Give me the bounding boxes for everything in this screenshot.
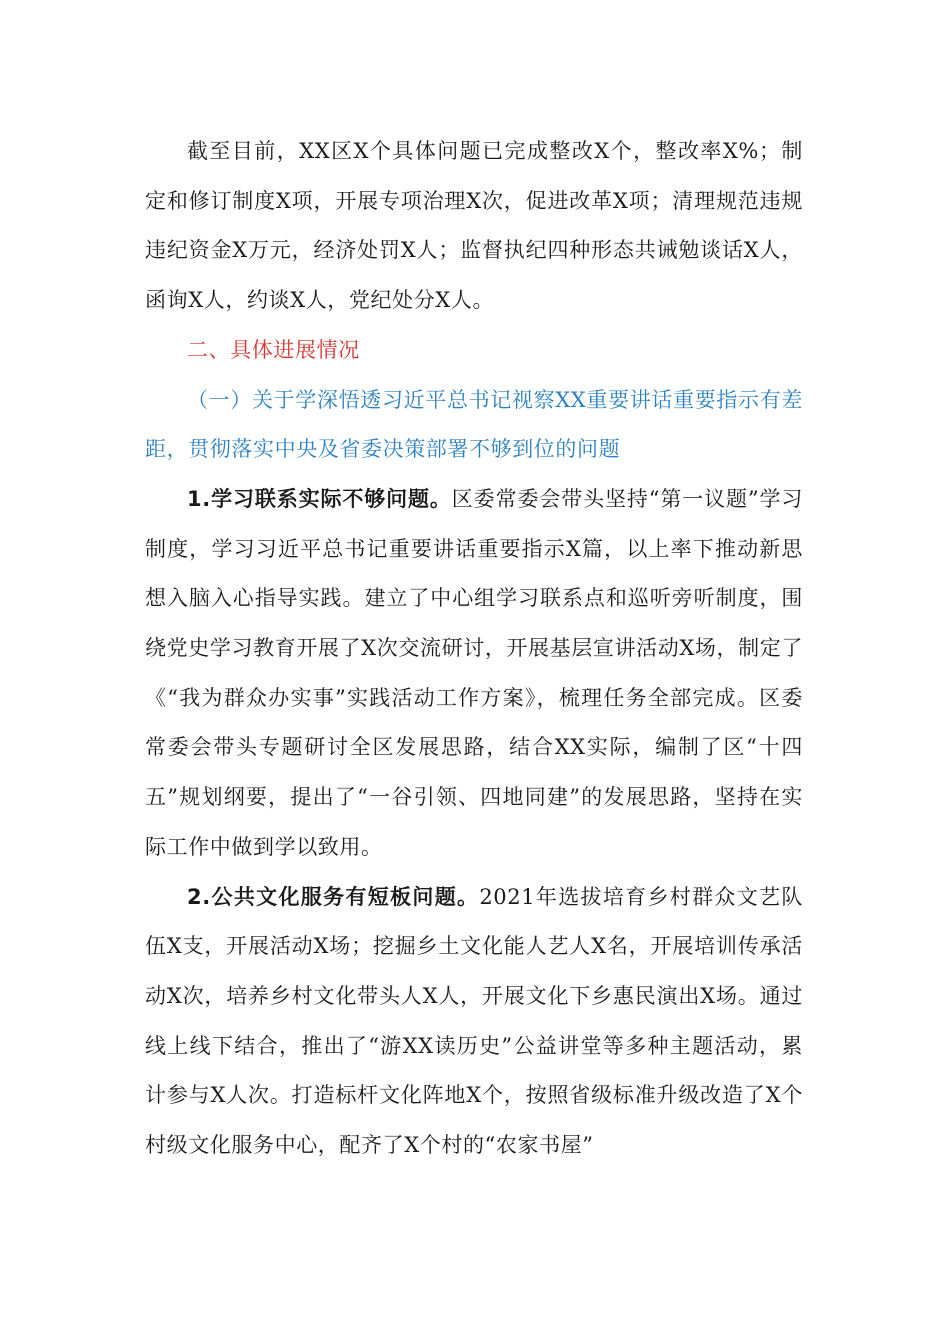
item-body-1: 区委常委会带头坚持“第一议题”学习制度，学习习近平总书记重要讲话重要指示X篇，以上率下推动新思想入脑入心指导实践。建立了中心组学习联系点和巡听旁听制度，围绕党史学习教育开展了X次交流研讨，开展基层宣讲活动X场，制定了《“我为群众办实事”实践活动工作方案》，梳理任务全部完成。区委常委会带头专题研讨全区发展思路，结合XX实际，编制了区“十四五”规划纲要，提出了“一谷引领、四地同建”的发展思路，坚持在实际工作中做到学以致用。 xyxy=(145,486,804,859)
item-paragraph-1 xyxy=(145,475,803,873)
item-lead-2: 2.公共文化服务有短板问题。 xyxy=(187,884,480,909)
item-paragraph-2 xyxy=(145,873,803,1171)
item-body-2: 2021年选拔培育乡村群众文艺队伍X支，开展活动X场；挖掘乡土文化能人艺人X名，开展培训传承活动X次，培养乡村文化带头人X人，开展文化下乡惠民演出X场。通过线上线下结合，推出了“游XX读历史”公益讲堂等多种主题活动，累计参与X人次。打造标杆文化阵地X个，按照省级标准升级改造了X个村级文化服务中心，配齐了X个村的“农家书屋” xyxy=(145,884,803,1158)
document-body xyxy=(145,127,803,1171)
item-lead-1: 1.学习联系实际不够问题。 xyxy=(187,486,452,511)
subsection-heading: （一）关于学深悟透习近平总书记视察XX重要讲话重要指示有差距，贯彻落实中央及省委决策部署不够到位的问题 xyxy=(145,387,803,462)
section-heading: 二、具体进展情况 xyxy=(187,337,360,362)
summary-paragraph: 截至目前，XX区X个具体问题已完成整改X个，整改率X%；制定和修订制度X项，开展专项治理X次，促进改革X项；清理规范违规违纪资金X万元，经济处罚X人；监督执纪四种形态共诫勉谈话X人，函询X人，约谈X人，党纪处分X人。 xyxy=(145,139,803,313)
